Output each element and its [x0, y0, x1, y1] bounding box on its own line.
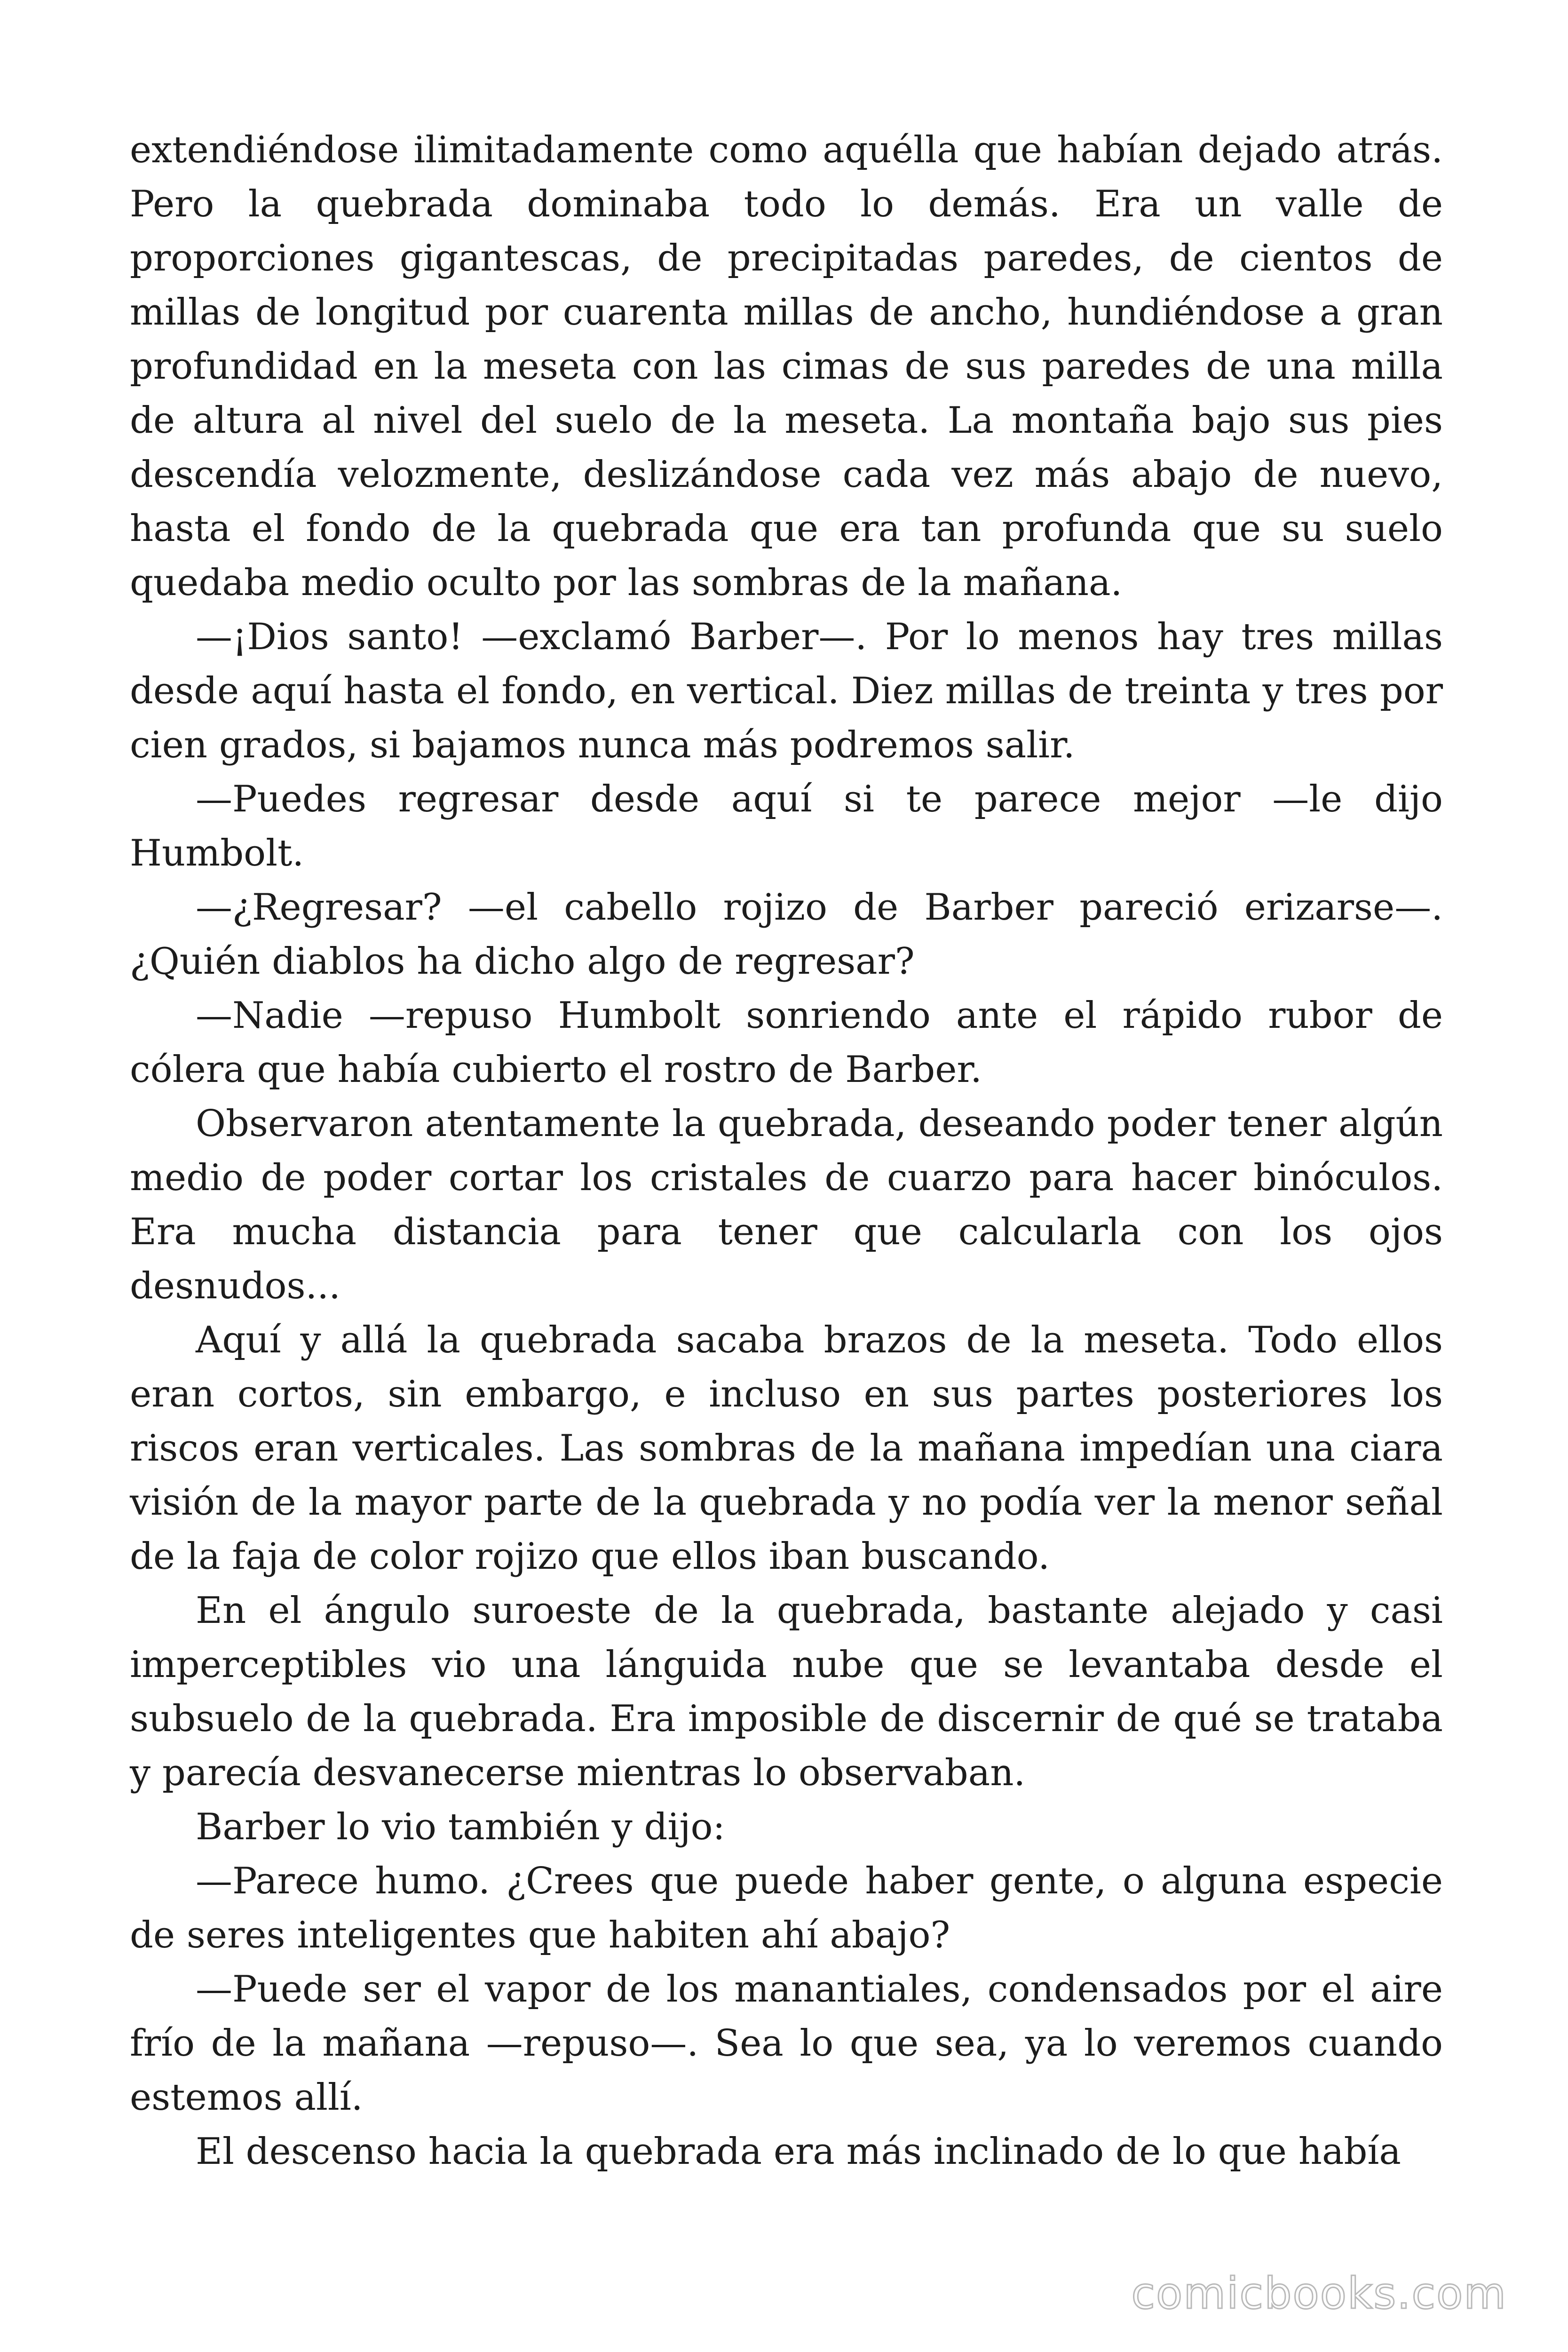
paragraph-4: —¿Regresar? —el cabello rojizo de Barber pareció erizarse—. ¿Quién diablos ha dicho algo de regresar?: [130, 886, 1443, 983]
paragraph-6: Observaron atentamente la quebrada, deseando poder tener algún medio de poder cortar los cristales de cuarzo para hacer binóculos. Era mucha distancia para tener que calcularla con los ojos desnudos...: [130, 1103, 1443, 1307]
paragraph-2: —¡Dios santo! —exclamó Barber—. Por lo menos hay tres millas desde aquí hasta el fondo, en vertical. Diez millas de treinta y tres por cien grados, si bajamos nunca más podremos salir.: [130, 616, 1443, 766]
paragraph-12: El descenso hacia la quebrada era más inclinado de lo que había: [196, 2130, 1401, 2173]
body-text: [130, 123, 1443, 2179]
paragraph-9: Barber lo vio también y dijo:: [196, 1806, 725, 1848]
paragraph-10: —Parece humo. ¿Crees que puede haber gente, o alguna especie de seres inteligentes que habiten ahí abajo?: [130, 1860, 1443, 1956]
paragraph-7: Aquí y allá la quebrada sacaba brazos de la meseta. Todo ellos eran cortos, sin embargo, e incluso en sus partes posteriores los riscos eran verticales. Las sombras de la mañana impedían una ciara visión de la mayor parte de la quebrada y no podía ver la menor señal de la faja de color rojizo que ellos iban buscando.: [130, 1319, 1443, 1578]
watermark: comicbooks.com: [1131, 2268, 1507, 2319]
paragraph-5: —Nadie —repuso Humbolt sonriendo ante el rápido rubor de cólera que había cubierto el rostro de Barber.: [130, 994, 1443, 1091]
paragraph-8: En el ángulo suroeste de la quebrada, bastante alejado y casi imperceptibles vio una lánguida nube que se levantaba desde el subsuelo de la quebrada. Era imposible de discernir de qué se trataba y parecía desvanecerse mientras lo observaban.: [130, 1589, 1443, 1794]
paragraph-3: —Puedes regresar desde aquí si te parece mejor —le dijo Humbolt.: [130, 778, 1443, 874]
paragraph-1: extendiéndose ilimitadamente como aquélla que habían dejado atrás. Pero la quebrada dominaba todo lo demás. Era un valle de proporciones gigantescas, de precipitadas paredes, de cientos de millas de longitud por cuarenta millas de ancho, hundiéndose a gran profundidad en la meseta con las cimas de sus paredes de una milla de altura al nivel del suelo de la meseta. La montaña bajo sus pies descendía velozmente, deslizándose cada vez más abajo de nuevo, hasta el fondo de la quebrada que era tan profunda que su suelo quedaba medio oculto por las sombras de la mañana.: [130, 129, 1443, 604]
paragraph-11: —Puede ser el vapor de los manantiales, condensados por el aire frío de la mañana —repuso—. Sea lo que sea, ya lo veremos cuando estemos allí.: [130, 1968, 1443, 2119]
